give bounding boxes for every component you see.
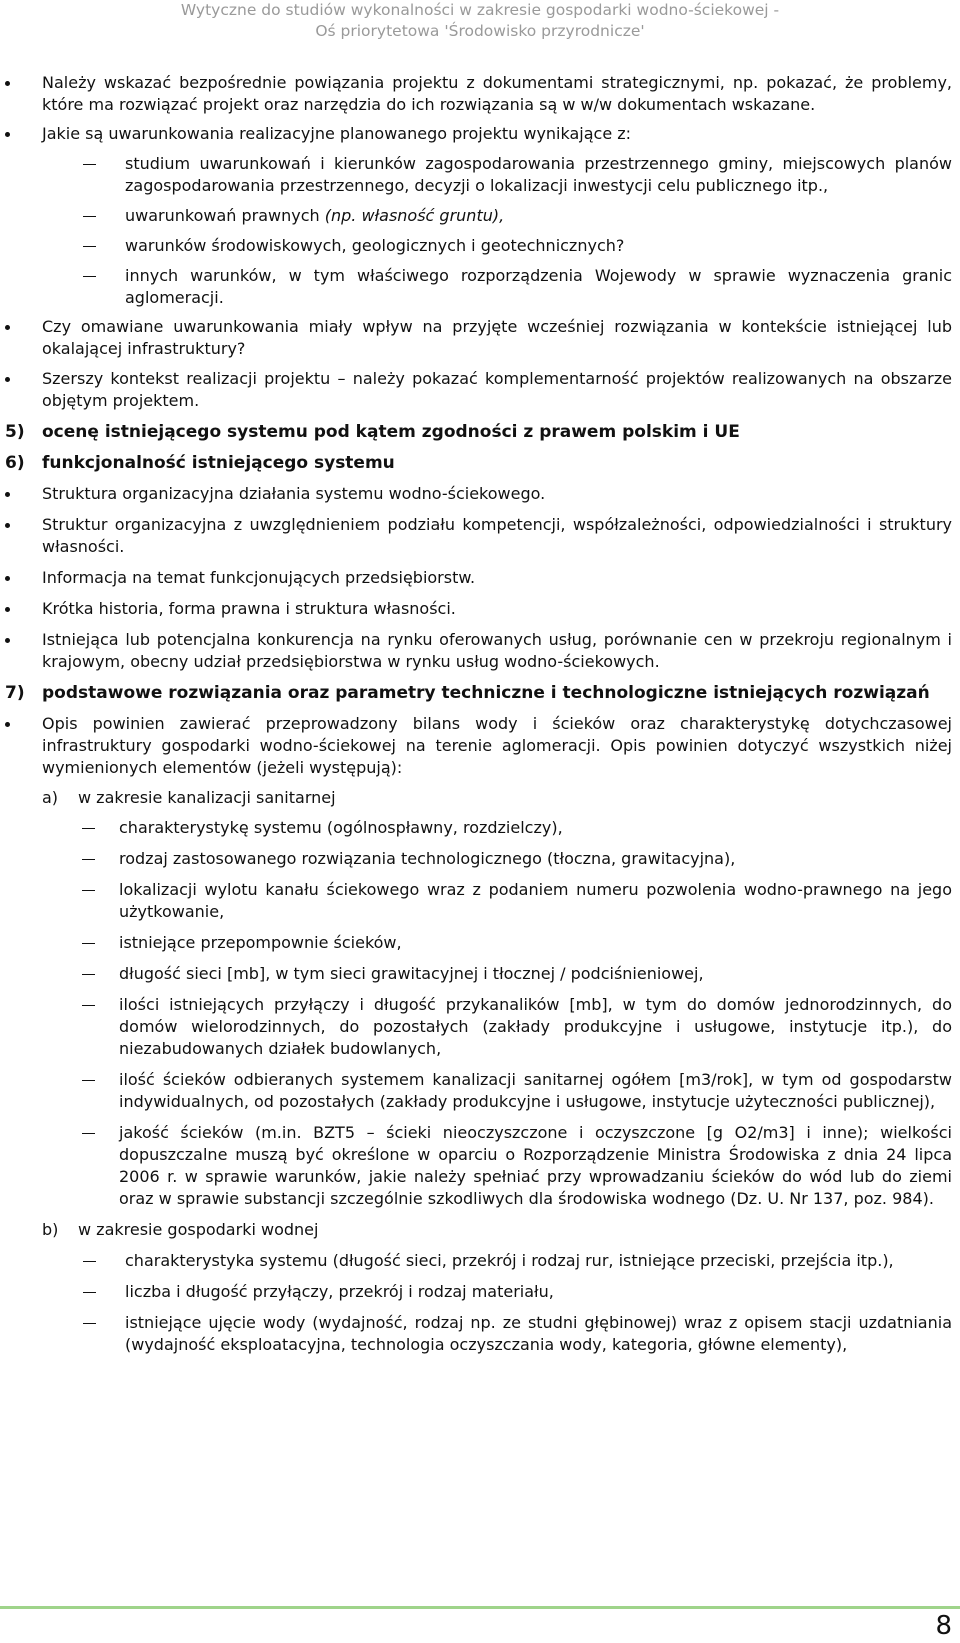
bullet-icon — [5, 607, 10, 612]
dash-item: innych warunków, w tym właściwego rozporządzenia Wojewody w sprawie wyznaczenia granic aglomeracji. — [125, 265, 952, 309]
dash-item: ilości istniejących przyłączy i długość przykanalików [mb], w tym do domów jednorodzinnych, do domów wielorodzinnych, do pozostałych (zakłady produkcyjne i usługowe, instytucje itp.), do niezabudowanych działek budowlanych, — [119, 994, 952, 1060]
dash-item: uwarunkowań prawnych (np. własność gruntu), — [125, 205, 952, 227]
dash-item: lokalizacji wylotu kanału ściekowego wraz z podaniem numeru pozwolenia wodno-prawnego na jego użytkowanie, — [119, 879, 952, 923]
section-heading: 5) ocenę istniejącego systemu pod kątem zgodności z prawem polskim i UE — [5, 422, 740, 442]
subsection-b: b) w zakresie gospodarki wodnej — [42, 1220, 319, 1239]
dash-item: istniejące przepompownie ścieków, — [119, 932, 952, 954]
dash-item: studium uwarunkowań i kierunków zagospodarowania przestrzennego gminy, miejscowych planów zagospodarowania przestrzennego, decyzji o lokalizacji inwestycji celu publicznego itp., — [125, 153, 952, 197]
bullet-item: Istniejąca lub potencjalna konkurencja na rynku oferowanych usług, porównanie cen w przekroju regionalnym i krajowym, obecny udział przedsiębiorstwa w rynku usług wodno-ściekowych. — [42, 629, 952, 673]
dash-icon — [82, 974, 95, 975]
bullet-icon — [5, 325, 10, 330]
section-heading: 6) funkcjonalność istniejącego systemu — [5, 453, 395, 473]
dash-icon — [83, 276, 96, 277]
dash-item: jakość ścieków (m.in. BZT5 – ścieki nieoczyszczone i oczyszczone [g O2/m3] i inne); wielkości dopuszczalne muszą być określone w oparciu o Rozporządzenie Ministra Środowiska z dnia 24 lipca 2006 r. w sprawie warunków, jakie należy spełniać przy wprowadzaniu ścieków do wód lub do ziemi oraz w sprawie substancji szczególnie szkodliwych dla środowiska wodnego (Dz. U. Nr 137, poz. 984). — [119, 1122, 952, 1210]
dash-icon — [82, 1005, 95, 1006]
dash-icon — [83, 164, 96, 165]
header-line-1: Wytyczne do studiów wykonalności w zakresie gospodarki wodno-ściekowej - — [180, 1, 780, 19]
bullet-item: Czy omawiane uwarunkowania miały wpływ na przyjęte wcześniej rozwiązania w kontekście istniejącej lub okalającej infrastruktury? — [42, 316, 952, 360]
dash-item: warunków środowiskowych, geologicznych i geotechnicznych? — [125, 235, 952, 257]
dash-item: długość sieci [mb], w tym sieci grawitacyjnej i tłocznej / podciśnieniowej, — [119, 963, 952, 985]
bullet-icon — [5, 576, 10, 581]
bullet-icon — [5, 523, 10, 528]
bullet-icon — [5, 377, 10, 382]
dash-icon — [82, 943, 95, 944]
dash-item: charakterystyka systemu (długość sieci, przekrój i rodzaj rur, istniejące przeciski, przejścia itp.), — [125, 1250, 952, 1272]
bullet-icon — [5, 81, 10, 86]
bullet-item: Struktura organizacyjna działania systemu wodno-ściekowego. — [42, 483, 952, 505]
dash-item: rodzaj zastosowanego rozwiązania technologicznego (tłoczna, grawitacyjna), — [119, 848, 952, 870]
dash-item: ilość ścieków odbieranych systemem kanalizacji sanitarnej ogółem [m3/rok], w tym od gospodarstw indywidualnych, od pozostałych (zakłady produkcyjne i usługowe, instytucje użyteczności publicznej), — [119, 1069, 952, 1113]
bullet-item: Szerszy kontekst realizacji projektu – należy pokazać komplementarność projektów realizowanych na obszarze objętym projektem. — [42, 368, 952, 412]
bullet-icon — [5, 638, 10, 643]
section-heading: 7) podstawowe rozwiązania oraz parametry techniczne i technologiczne istniejących rozwiązań — [5, 683, 930, 703]
bullet-item: Jakie są uwarunkowania realizacyjne planowanego projektu wynikające z: — [42, 123, 952, 145]
dash-icon — [83, 1292, 96, 1293]
dash-icon — [83, 1323, 96, 1324]
page-header — [0, 0, 960, 42]
footer-divider — [0, 1606, 960, 1609]
bullet-item: Należy wskazać bezpośrednie powiązania projektu z dokumentami strategicznymi, np. pokazać, że problemy, które ma rozwiązać projekt oraz narzędzia do ich rozwiązania są w w/w dokumentach wskazane. — [42, 72, 952, 116]
header-line-2: Oś priorytetowa 'Środowisko przyrodnicze' — [315, 22, 645, 40]
bullet-icon — [5, 132, 10, 137]
dash-icon — [83, 216, 96, 217]
bullet-item: Struktur organizacyjna z uwzględnieniem podziału kompetencji, współzależności, odpowiedzialności i struktury własności. — [42, 514, 952, 558]
bullet-item: Informacja na temat funkcjonujących przedsiębiorstw. — [42, 567, 952, 589]
dash-icon — [82, 828, 95, 829]
dash-icon — [83, 246, 96, 247]
dash-icon — [83, 1261, 96, 1262]
dash-icon — [82, 1133, 95, 1134]
page-number: 8 — [935, 1611, 952, 1641]
bullet-item: Opis powinien zawierać przeprowadzony bilans wody i ścieków oraz charakterystykę dotychczasowej infrastruktury gospodarki wodno-ściekowej na terenie aglomeracji. Opis powinien dotyczyć wszystkich niżej wymienionych elementów (jeżeli występują): — [42, 713, 952, 779]
dash-item: liczba i długość przyłączy, przekrój i rodzaj materiału, — [125, 1281, 952, 1303]
dash-item: charakterystykę systemu (ogólnospławny, rozdzielczy), — [119, 817, 952, 839]
dash-icon — [82, 859, 95, 860]
dash-item: istniejące ujęcie wody (wydajność, rodzaj np. ze studni głębinowej) wraz z opisem stacji uzdatniania (wydajność eksploatacyjna, technologia oczyszczania wody, kategoria, główne elementy), — [125, 1312, 952, 1356]
bullet-icon — [5, 492, 10, 497]
dash-icon — [82, 1080, 95, 1081]
bullet-item: Krótka historia, forma prawna i struktura własności. — [42, 598, 952, 620]
bullet-icon — [5, 722, 10, 727]
subsection-a: a) w zakresie kanalizacji sanitarnej — [42, 788, 336, 807]
dash-icon — [82, 890, 95, 891]
document-body — [0, 72, 960, 1356]
